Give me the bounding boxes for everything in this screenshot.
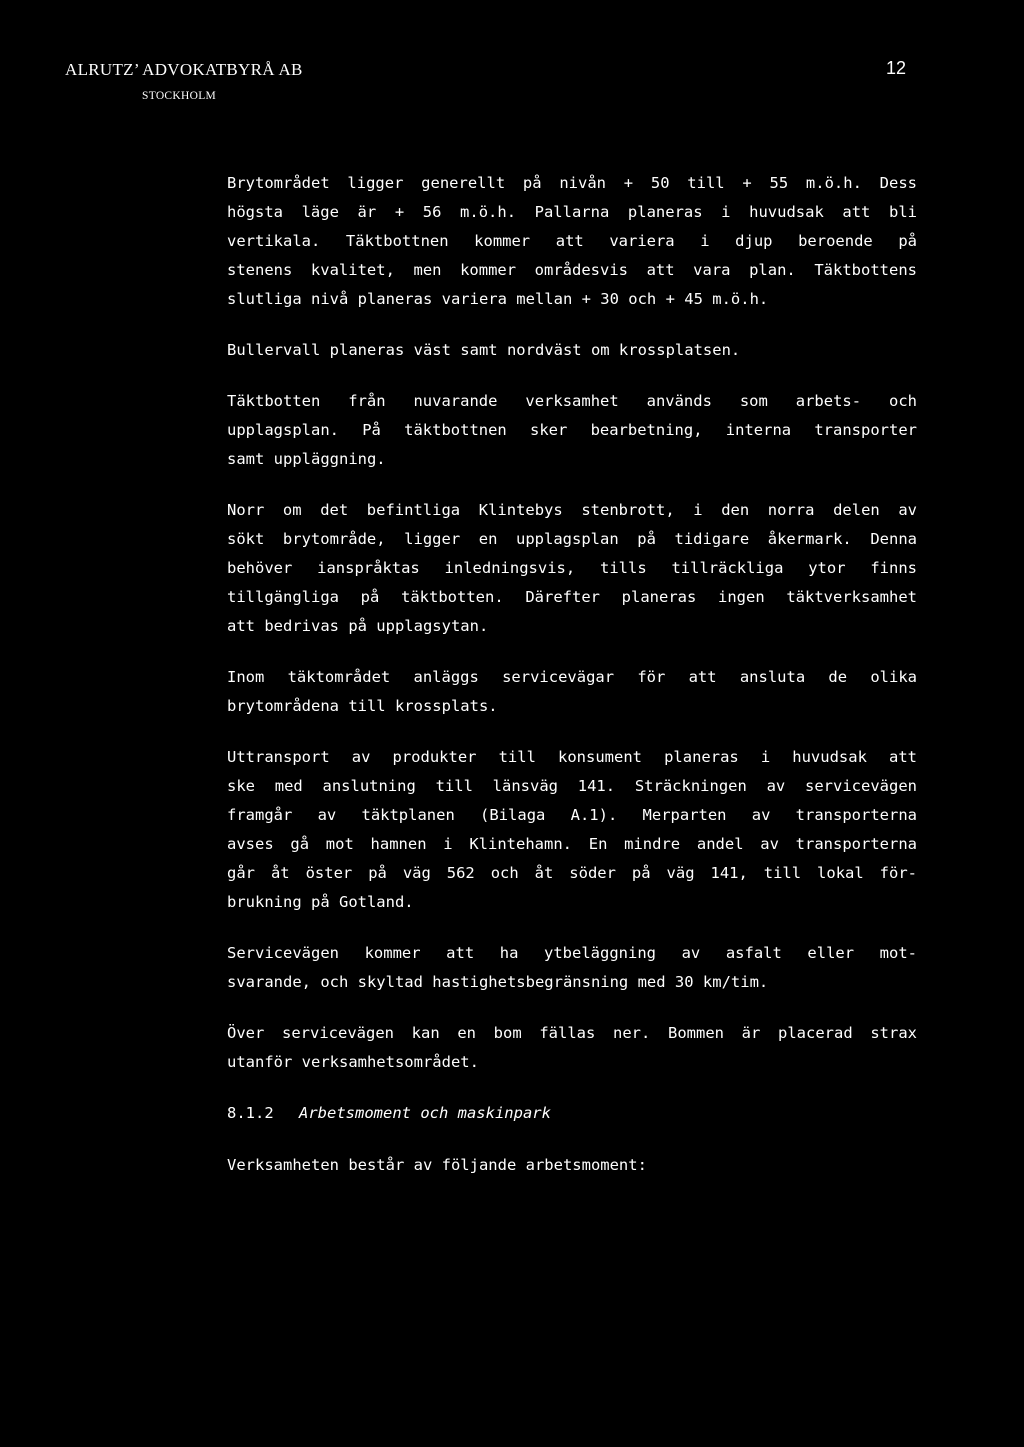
paragraph-noise-barrier bbox=[227, 336, 917, 365]
text-line: Täktbotten från nuvarande verksamhet används som arbets- och bbox=[227, 392, 917, 410]
text-line: utanför verksamhetsområdet. bbox=[227, 1053, 479, 1071]
paragraph-work-steps bbox=[227, 1151, 917, 1180]
text-line: brytområdena till krossplats. bbox=[227, 697, 498, 715]
text-line: går åt öster på väg 562 och åt söder på väg 141, till lokal för- bbox=[227, 864, 917, 882]
section-heading bbox=[227, 1099, 917, 1128]
page-number: 12 bbox=[885, 58, 906, 78]
paragraph-road-surface bbox=[227, 939, 917, 997]
text-line: Inom täktområdet anläggs servicevägar för att ansluta de olika bbox=[227, 668, 917, 686]
document-body bbox=[227, 169, 917, 1202]
text-line: slutliga nivå planeras variera mellan + 30 och + 45 m.ö.h. bbox=[227, 290, 769, 308]
paragraph-barrier-gate bbox=[227, 1019, 917, 1077]
firm-name: ALRUTZ’ ADVOKATBYRÅ AB bbox=[65, 60, 303, 79]
text-line: behöver ianspråktas inledningsvis, tills tillräckliga ytor finns bbox=[227, 559, 917, 577]
text-line: avses gå mot hamnen i Klintehamn. En mindre andel av transporterna bbox=[227, 835, 917, 853]
paragraph-storage-area bbox=[227, 496, 917, 641]
text-line: Bullervall planeras väst samt nordväst om krossplatsen. bbox=[227, 341, 741, 359]
paragraph-transport bbox=[227, 743, 917, 917]
text-line: stenens kvalitet, men kommer områdesvis att vara plan. Täktbottens bbox=[227, 261, 917, 279]
text-line: framgår av täktplanen (Bilaga A.1). Merparten av transporterna bbox=[227, 806, 917, 824]
text-line: samt uppläggning. bbox=[227, 450, 386, 468]
text-line: vertikala. Täktbottnen kommer att variera i djup beroende på bbox=[227, 232, 917, 250]
text-line: Uttransport av produkter till konsument planeras i huvudsak att bbox=[227, 748, 917, 766]
text-line: Över servicevägen kan en bom fällas ner. Bommen är placerad strax bbox=[227, 1024, 917, 1042]
text-line: brukning på Gotland. bbox=[227, 893, 414, 911]
text-line: tillgängliga på täktbotten. Därefter planeras ingen täktverksamhet bbox=[227, 588, 917, 606]
text-line: att bedrivas på upplagsytan. bbox=[227, 617, 489, 635]
paragraph-quarry-floor bbox=[227, 387, 917, 474]
text-line: svarande, och skyltad hastighetsbegränsning med 30 km/tim. bbox=[227, 973, 769, 991]
text-line: Servicevägen kommer att ha ytbeläggning av asfalt eller mot- bbox=[227, 944, 917, 962]
text-line: Brytområdet ligger generellt på nivån + 50 till + 55 m.ö.h. Dess bbox=[227, 174, 917, 192]
text-line: Norr om det befintliga Klintebys stenbrott, i den norra delen av bbox=[227, 501, 917, 519]
text-line: högsta läge är + 56 m.ö.h. Pallarna planeras i huvudsak att bli bbox=[227, 203, 917, 221]
firm-city: STOCKHOLM bbox=[142, 90, 217, 102]
text-line: upplagsplan. På täktbottnen sker bearbetning, interna transporter bbox=[227, 421, 917, 439]
paragraph-elevation bbox=[227, 169, 917, 314]
paragraph-service-roads bbox=[227, 663, 917, 721]
text-line: ske med anslutning till länsväg 141. Sträckningen av servicevägen bbox=[227, 777, 917, 795]
text-line: sökt brytområde, ligger en upplagsplan på tidigare åkermark. Denna bbox=[227, 530, 917, 548]
section-title: Arbetsmoment och maskinpark bbox=[299, 1104, 551, 1122]
text-line: Verksamheten består av följande arbetsmoment: bbox=[227, 1156, 647, 1174]
section-number: 8.1.2 bbox=[227, 1104, 274, 1122]
